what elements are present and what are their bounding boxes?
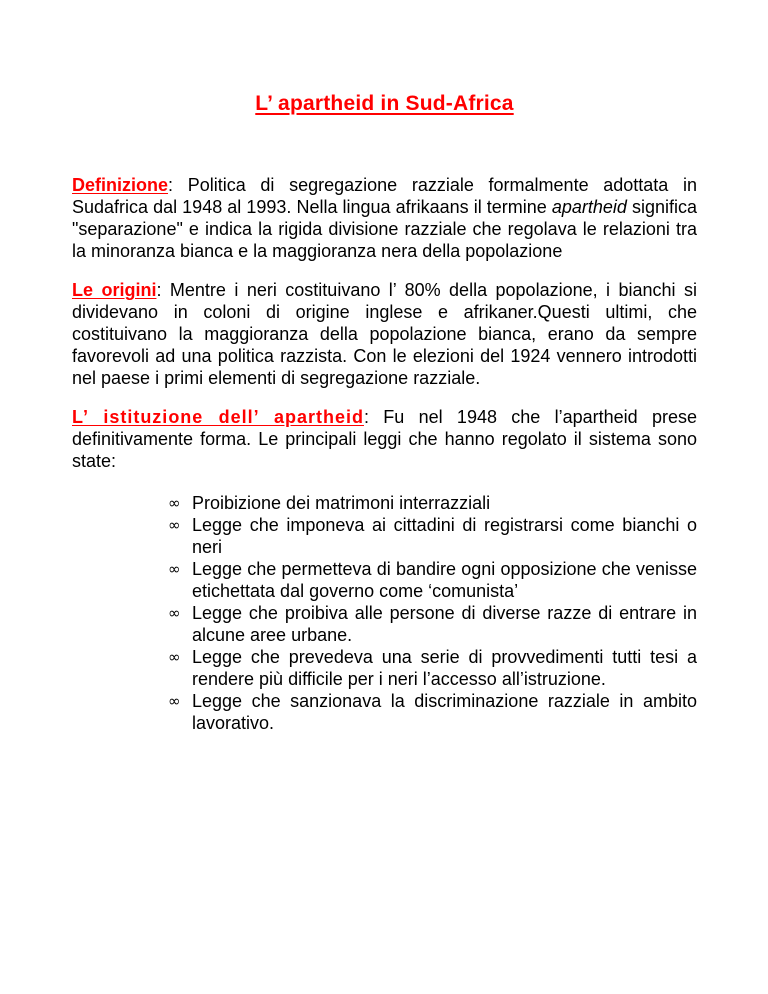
origins-paragraph	[72, 279, 697, 389]
list-item	[168, 514, 697, 558]
law-text: Legge che prevedeva una serie di provvedimenti tutti tesi a rendere più difficile per i neri l’accesso all’istruzione.	[192, 647, 697, 689]
page-title: L’ apartheid in Sud-Africa	[255, 92, 514, 115]
infinity-bullet-icon: ∞	[168, 604, 181, 622]
origins-text: Mentre i neri costituivano l’ 80% della popolazione, i bianchi si dividevano in coloni di origine inglese e afrikaner.Questi ultimi, che costituivano la maggioranza della popolazione bianca, erano da sempre favorevoli ad una politica razzista. Con le elezioni del 1924 vennero introdotti nel paese i primi elementi di segregazione razziale.	[72, 280, 697, 388]
law-text: Legge che imponeva ai cittadini di registrarsi come bianchi o neri	[192, 515, 697, 557]
definition-heading: Definizione	[72, 175, 169, 195]
list-item	[168, 492, 697, 514]
origins-heading: Le origini	[72, 280, 157, 300]
document-page	[72, 82, 697, 734]
institution-text: Fu nel 1948 che l’apartheid prese definitivamente forma. Le principali leggi che hanno regolato il sistema sono state:	[72, 407, 697, 471]
list-item	[168, 690, 697, 734]
infinity-bullet-icon: ∞	[168, 516, 181, 534]
institution-paragraph	[72, 406, 697, 472]
law-text: Proibizione dei matrimoni interrazziali	[192, 493, 491, 513]
list-item	[168, 558, 697, 602]
infinity-bullet-icon: ∞	[168, 692, 181, 710]
origins-separator: :	[156, 280, 162, 300]
law-text: Legge che sanzionava la discriminazione razziale in ambito lavorativo.	[192, 691, 697, 733]
list-item	[168, 646, 697, 690]
laws-list	[72, 492, 697, 734]
definition-separator: :	[168, 175, 174, 195]
law-text: Legge che proibiva alle persone di diverse razze di entrare in alcune aree urbane.	[192, 603, 697, 645]
definition-text: Politica di segregazione razziale formalmente adottata in Sudafrica dal 1948 al 1993. Nella lingua afrikaans il termine	[72, 175, 697, 217]
institution-separator: :	[363, 407, 369, 427]
list-item	[168, 602, 697, 646]
law-text: Legge che permetteva di bandire ogni opposizione che venisse etichettata dal governo come ‘comunista’	[192, 559, 697, 601]
definition-italic-term: apartheid	[551, 197, 627, 217]
infinity-bullet-icon: ∞	[168, 560, 181, 578]
definition-text-after: significa "separazione" e indica la rigida divisione razziale che regolava le relazioni tra la minoranza bianca e la maggioranza nera della popolazione	[72, 197, 697, 261]
definition-paragraph	[72, 174, 697, 262]
infinity-bullet-icon: ∞	[168, 648, 181, 666]
institution-heading: L’ istituzione dell’ apartheid	[72, 407, 364, 427]
infinity-bullet-icon: ∞	[168, 494, 181, 512]
